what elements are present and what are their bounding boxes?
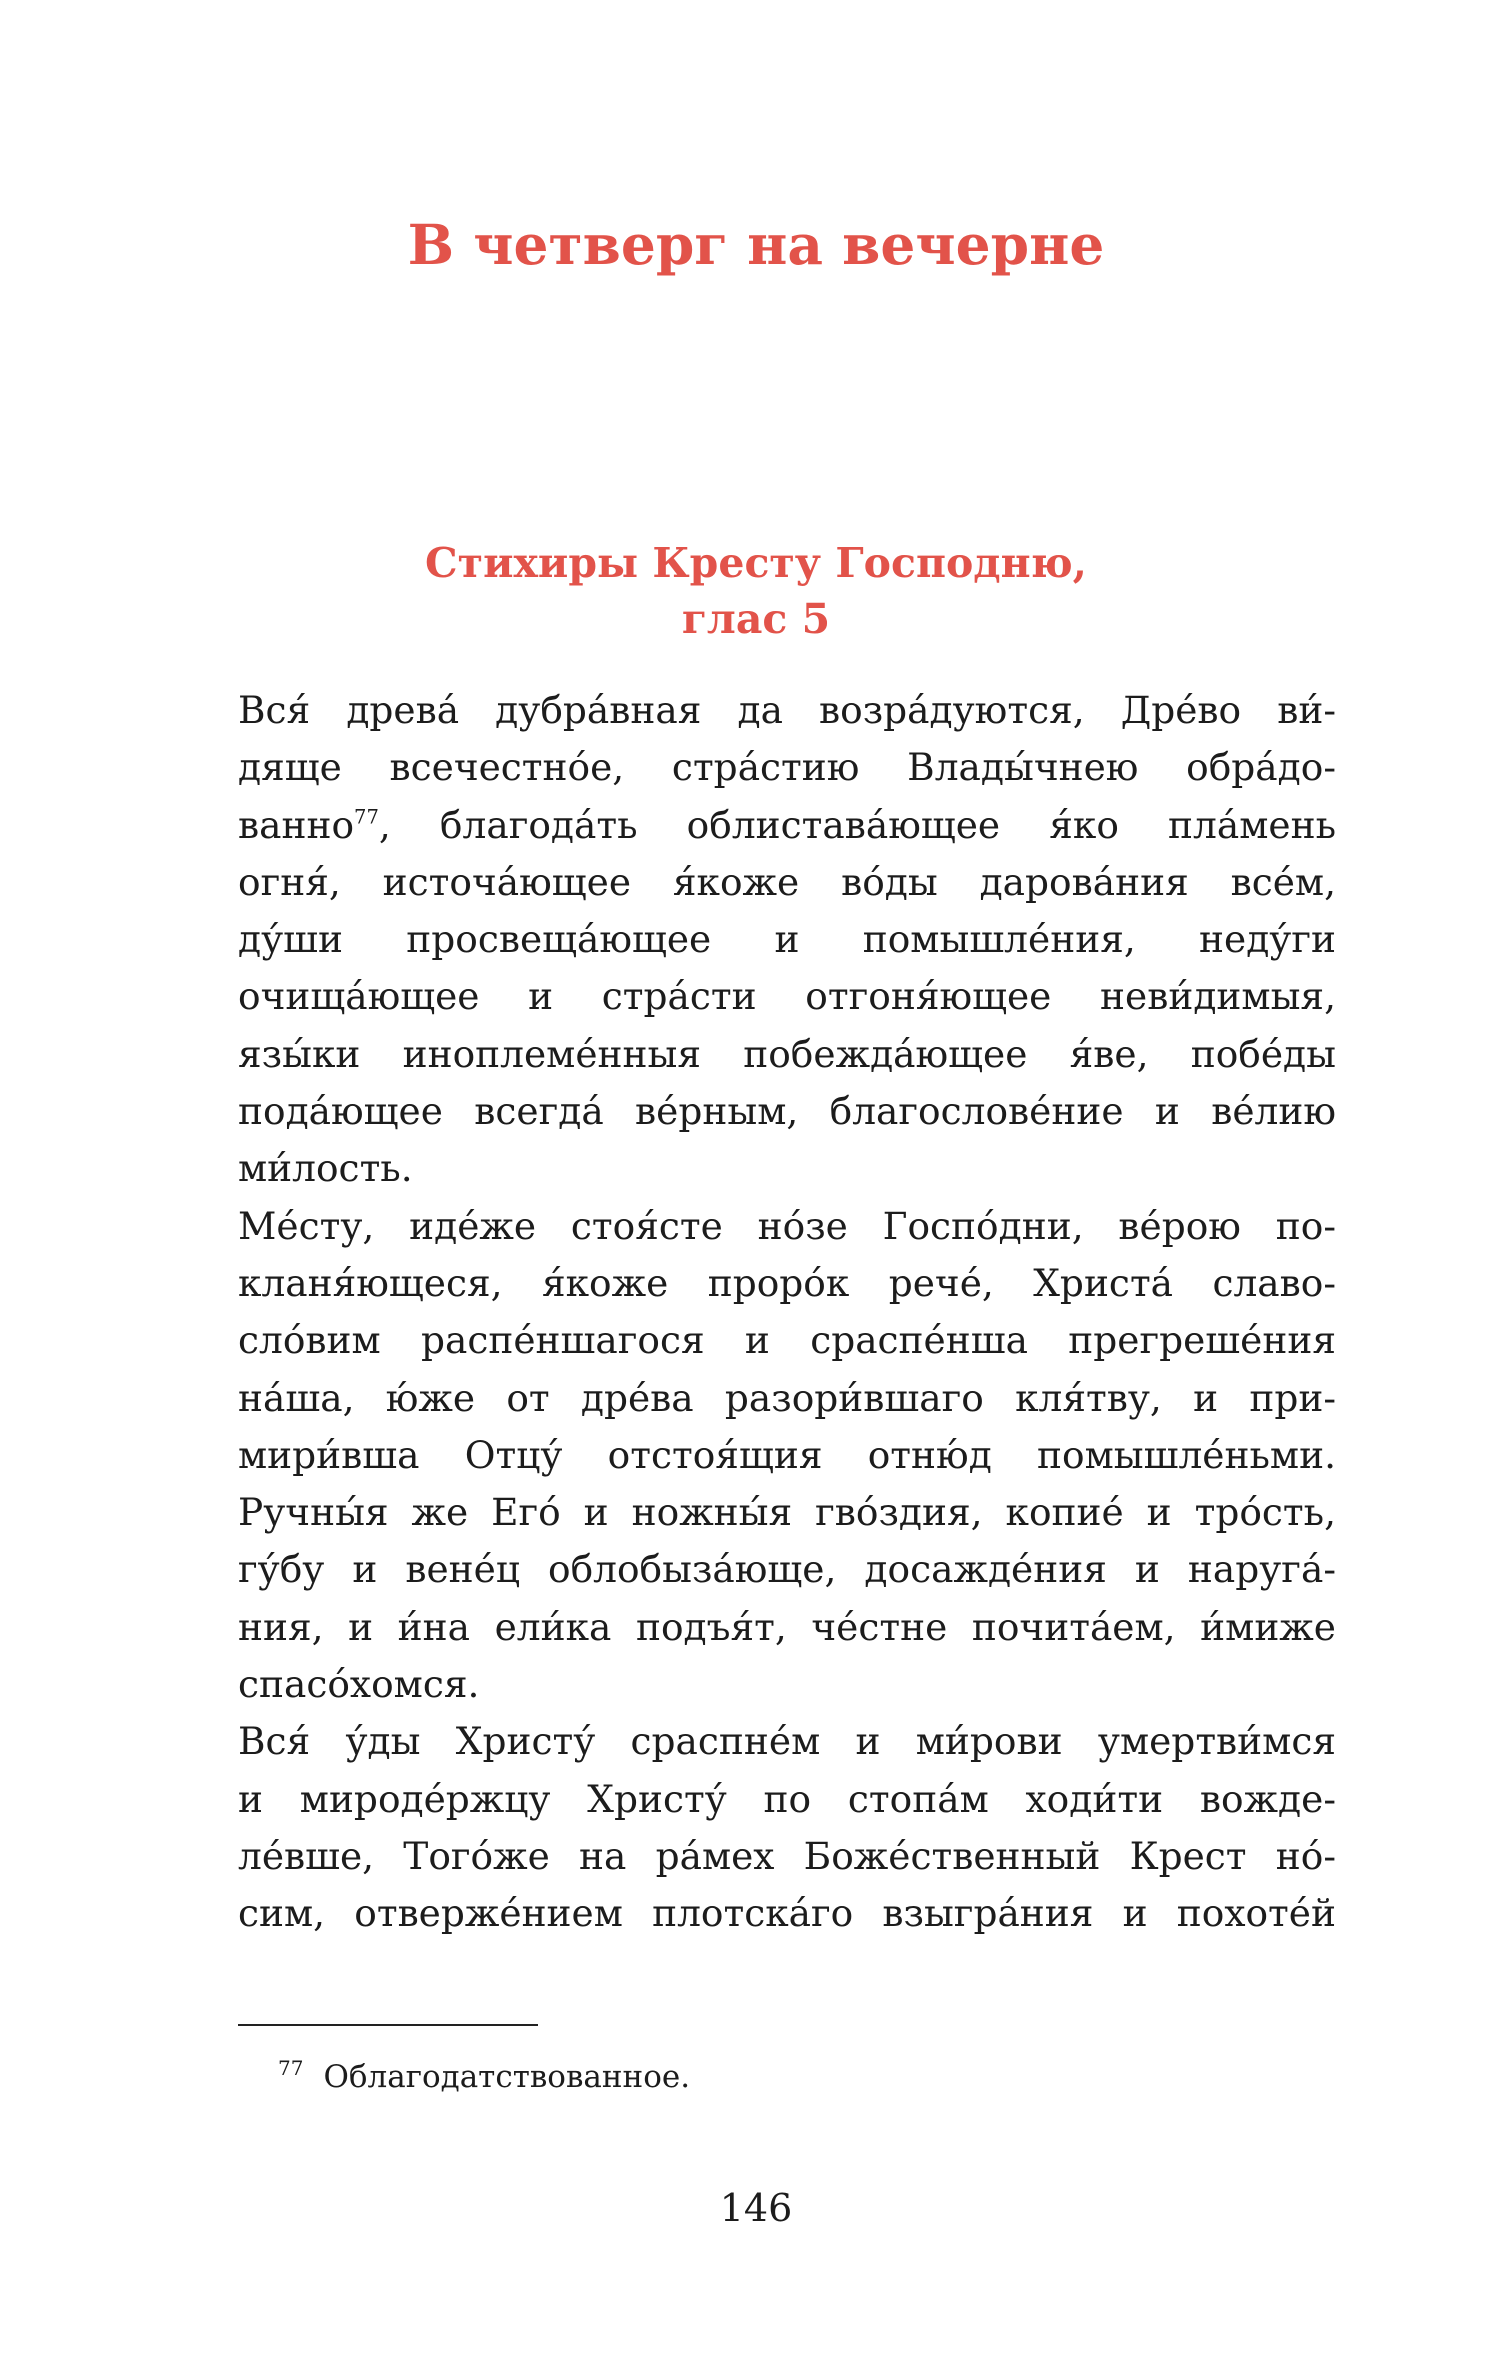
chapter-title: В четверг на вечерне <box>407 212 1105 277</box>
section-title <box>0 535 1512 647</box>
text-line: Ме́сту, иде́же стоя́сте но́зе Госпо́дни, ве́рою по- <box>238 1203 1336 1248</box>
text-line: сим, отверже́нием плотска́го взыгра́ния и похоте́й <box>238 1891 1336 1936</box>
footnote <box>278 2040 690 2105</box>
text-line: спасо́хомся. <box>238 1662 480 1707</box>
footnote-reference[interactable]: 77 <box>354 804 379 828</box>
section-title-line-1: Стихиры Кресту Господню, <box>425 539 1087 587</box>
text-line: огня́, источа́ющее я́коже во́ды дарова́ния все́м, <box>238 859 1336 904</box>
footnote-mark: 77 <box>278 2056 304 2080</box>
text-line: Ручны́я же Его́ и ножны́я гво́здия, копие́ и тро́сть, <box>238 1490 1336 1535</box>
text-line: кланя́ющеся, я́коже проро́к рече́, Христа́ славо- <box>238 1260 1336 1305</box>
text-line: ния, и и́на ели́ка подъя́т, че́стне почита́ем, и́миже <box>238 1604 1336 1649</box>
text-line: и миродéржцу Христу́ по стопа́м ходи́ти вожде- <box>238 1776 1336 1821</box>
text-line: гу́бу и вене́ц облобыза́юще, досажде́ния и наруга́- <box>238 1547 1336 1592</box>
page-number: 146 <box>719 2186 793 2230</box>
text-line: сло́вим распе́ншагося и сраспе́нша прегреше́ния <box>238 1318 1336 1363</box>
text-fragment: , благода́ть облистава́ющее я́ко пла́мень <box>378 802 1336 847</box>
stichera-text <box>238 682 1336 1943</box>
text-line: очища́ющее и стра́сти отгоня́ющее неви́димыя, <box>238 974 1336 1019</box>
text-line: Вся́ древа́ дубра́вная да возра́дуются, Дре́во ви́- <box>238 688 1336 732</box>
text-line: Вся́ у́ды Христу́ сраспне́м и ми́рови умертви́мся <box>238 1719 1336 1764</box>
footnote-divider <box>238 2024 538 2026</box>
text-line: дяще всечестно́е, стра́стию Влады́чнею обра́до- <box>238 745 1336 790</box>
text-fragment: ванно <box>238 802 355 847</box>
text-line: ле́вше, Того́же на ра́мех Боже́ственный Крест но́- <box>238 1833 1336 1878</box>
text-line: ду́ши просвеща́ющее и помышле́ния, неду́ги <box>238 917 1336 962</box>
text-line: язы́ки иноплеме́нныя побежда́ющее я́ве, побе́ды <box>238 1031 1336 1076</box>
text-line: мири́вша Отцу́ отстоя́щия отню́д помышле́ньми. <box>238 1432 1336 1477</box>
text-line: пода́ющее всегда́ ве́рным, благослове́ние и ве́лию <box>238 1089 1336 1134</box>
text-line <box>238 797 1336 854</box>
footnote-text: Облагодатствованное. <box>323 2059 691 2095</box>
text-line: ми́лость. <box>238 1146 413 1191</box>
text-line: на́ша, ю́же от дре́ва разори́вшаго кля́тву, и при- <box>238 1375 1336 1420</box>
section-title-line-2: глас 5 <box>681 595 831 643</box>
